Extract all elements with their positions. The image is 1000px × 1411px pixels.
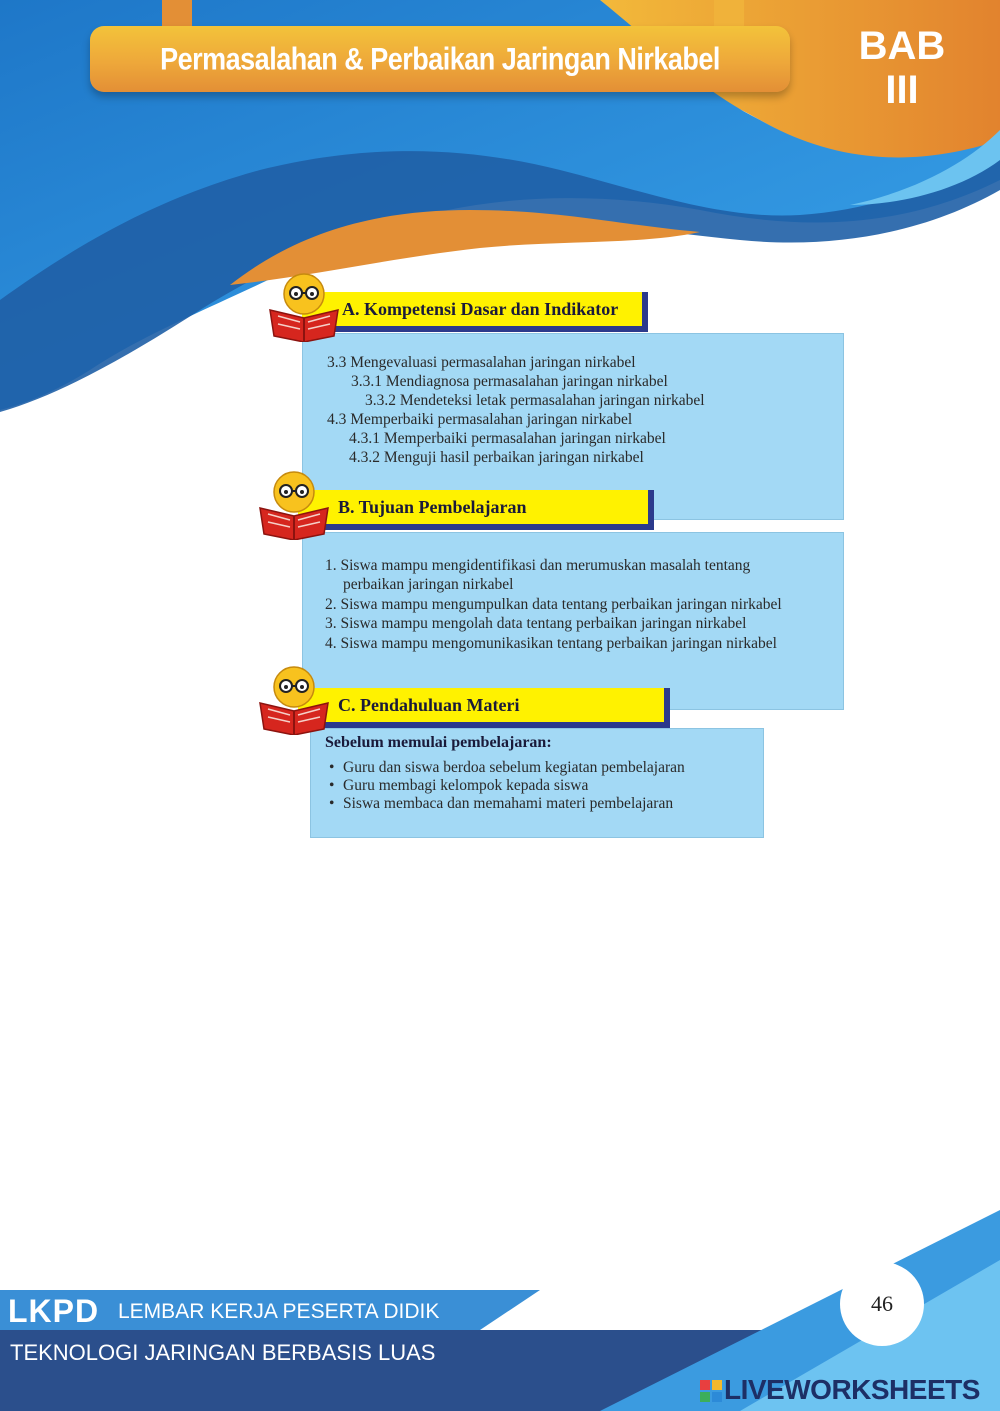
brand-watermark: LIVEWORKSHEETS xyxy=(724,1374,980,1405)
section-c-heading xyxy=(298,688,670,728)
reading-smiley-icon xyxy=(256,470,332,540)
section-a-heading-text: A. Kompetensi Dasar dan Indikator xyxy=(342,299,619,319)
section-b-heading-text: B. Tujuan Pembelajaran xyxy=(338,497,527,517)
section-b-line: 3. Siswa mampu mengolah data tentang perbaikan jaringan nirkabel xyxy=(325,615,747,632)
section-c-bullet: Guru membagi kelompok kepada siswa xyxy=(343,777,589,794)
section-a-line: 3.3 Mengevaluasi permasalahan jaringan nirkabel xyxy=(327,354,636,371)
section-a-heading xyxy=(302,292,648,332)
page-title: Permasalahan & Perbaikan Jaringan Nirkabel xyxy=(160,41,720,77)
page-number: 46 xyxy=(840,1262,924,1346)
section-a-line: 4.3 Memperbaiki permasalahan jaringan nirkabel xyxy=(327,411,633,428)
chapter-label-line1: BAB xyxy=(858,24,946,68)
footer-subject: TEKNOLOGI JARINGAN BERBASIS LUAS xyxy=(10,1340,436,1365)
footer-lkpd: LKPD xyxy=(8,1293,100,1329)
section-b-line: 4. Siswa mampu mengomunikasikan tentang perbaikan jaringan nirkabel xyxy=(325,635,777,652)
reading-smiley-icon xyxy=(266,272,342,342)
bullet-icon: • xyxy=(329,759,335,776)
section-c-subheading: Sebelum memulai pembelajaran: xyxy=(325,734,552,751)
section-a-line: 3.3.1 Mendiagnosa permasalahan jaringan nirkabel xyxy=(351,373,668,390)
section-b-line: 1. Siswa mampu mengidentifikasi dan merumuskan masalah tentang xyxy=(325,557,751,574)
section-a-line: 4.3.2 Menguji hasil perbaikan jaringan nirkabel xyxy=(349,449,644,466)
liveworksheets-logo-icon xyxy=(700,1380,722,1402)
section-c-bullet: Guru dan siswa berdoa sebelum kegiatan pembelajaran xyxy=(343,759,685,776)
section-c-heading-text: C. Pendahuluan Materi xyxy=(338,695,520,715)
section-a-line: 4.3.1 Memperbaiki permasalahan jaringan nirkabel xyxy=(349,430,666,447)
section-c-panel xyxy=(310,728,764,838)
chapter-label-line2: III xyxy=(885,68,919,112)
footer-lkpd-full: LEMBAR KERJA PESERTA DIDIK xyxy=(118,1300,440,1323)
title-banner xyxy=(90,26,790,92)
section-b-panel xyxy=(302,532,844,710)
section-b-line: 2. Siswa mampu mengumpulkan data tentang perbaikan jaringan nirkabel xyxy=(325,596,782,613)
chapter-label xyxy=(832,24,972,112)
section-b-line: perbaikan jaringan nirkabel xyxy=(343,576,514,593)
reading-smiley-icon xyxy=(256,665,332,735)
section-a-line: 3.3.2 Mendeteksi letak permasalahan jaringan nirkabel xyxy=(365,392,705,409)
bullet-icon: • xyxy=(329,777,335,794)
section-b-heading xyxy=(298,490,654,530)
bullet-icon: • xyxy=(329,795,335,812)
section-c-bullet: Siswa membaca dan memahami materi pembelajaran xyxy=(343,795,674,812)
